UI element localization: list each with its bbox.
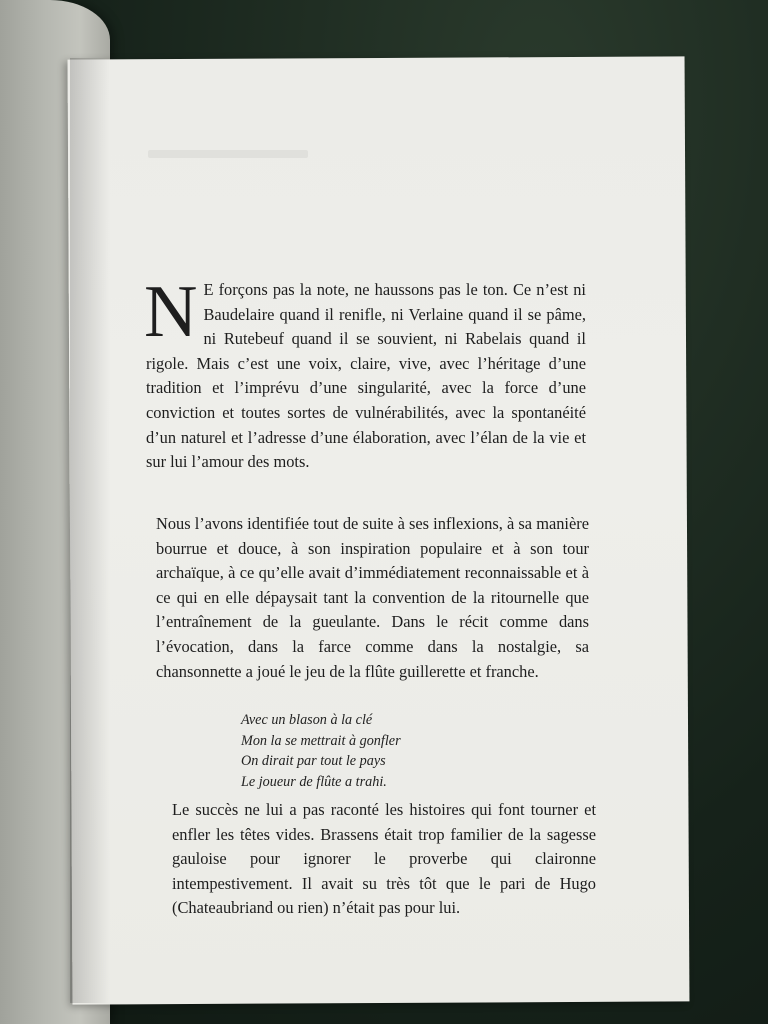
drop-cap: N (144, 271, 198, 353)
paragraph-1 (144, 271, 586, 475)
gutter-shadow (70, 58, 110, 1003)
verse-line: On dirait par tout le pays (241, 753, 386, 770)
paragraph-2: Nous l’avons identifiée tout de suite à ses inflexions, à sa manière bourrue et douce, à son inspiration populaire et à son tour archaïque, à ce qu’elle avait d’immédiatement reconnaissable et à ce qui en elle dépaysait tant la convention de la ritournelle que l’entraînement de la gueulante. Dans le récit comme dans l’évocation, dans la farce comme dans la nostalgie, sa chansonnette a joué le jeu de la flûte guillerette et franche. (156, 514, 589, 681)
verse-quote (241, 710, 501, 792)
paragraph-1-text: E forçons pas la note, ne haussons pas le ton. Ce n’est ni Baudelaire quand il renifle, ni Verlaine quand il se pâme, ni Rutebeuf quand il se souvient, ni Rabelais quand il rigole. Mais c’est une voix, claire, vive, avec l’héritage d’une tradition et l’imprévu d’une singularité, avec la force d’une conviction et toutes sortes de vulnérabilités, avec la spontanéité d’un naturel et l’adresse d’une élaboration, avec l’élan de la vie et sur lui l’amour des mots. (146, 280, 586, 472)
paragraph-3: Le succès ne lui a pas raconté les histoires qui font tourner et enfler les têtes vides. Brassens était trop familier de la sagesse gauloise pour ignorer le proverbe qui claironne intempestivement. Il avait su très tôt que le pari de Hugo (Chateaubriand ou rien) n’était pas pour lui. (172, 800, 596, 918)
verse-line: Le joueur de flûte a trahi. (241, 773, 387, 790)
verse-line: Mon la se mettrait à gonfler (241, 732, 401, 749)
show-through-text (148, 150, 308, 158)
verse-line: Avec un blason à la clé (241, 712, 373, 728)
